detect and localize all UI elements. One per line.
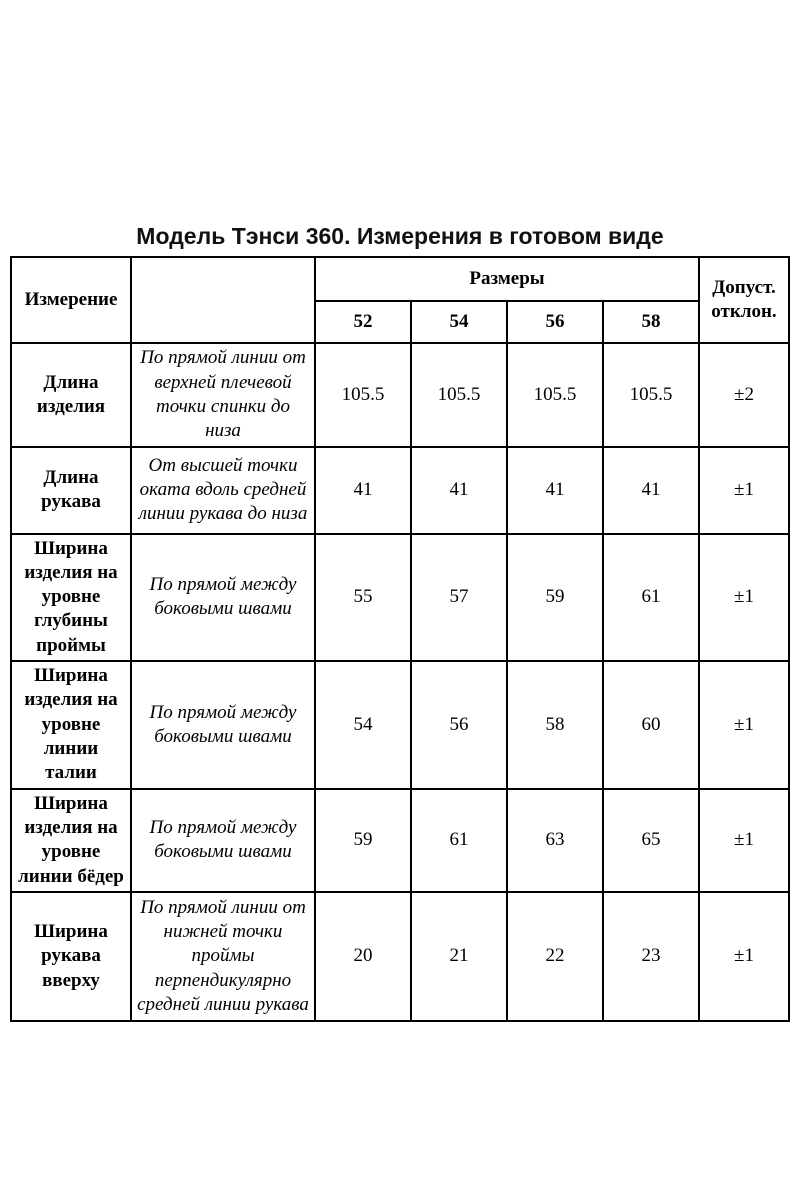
size-value-cell: 41	[603, 447, 699, 534]
size-value-cell: 23	[603, 892, 699, 1021]
size-value-cell: 41	[411, 447, 507, 534]
table-row	[11, 661, 789, 789]
size-value-cell: 41	[315, 447, 411, 534]
deviation-cell: ±1	[699, 661, 789, 789]
deviation-cell: ±1	[699, 447, 789, 534]
size-value-cell: 61	[411, 789, 507, 892]
measure-column-header: Измерение	[11, 257, 131, 343]
size-value-cell: 105.5	[315, 343, 411, 446]
size-value-cell: 20	[315, 892, 411, 1021]
measure-name-cell: Ширина рукава вверху	[11, 892, 131, 1021]
deviation-column-header: Допуст. отклон.	[699, 257, 789, 343]
size-value-cell: 58	[507, 661, 603, 789]
size-header-52: 52	[315, 301, 411, 343]
deviation-cell: ±1	[699, 892, 789, 1021]
size-value-cell: 60	[603, 661, 699, 789]
size-value-cell: 41	[507, 447, 603, 534]
size-value-cell: 54	[315, 661, 411, 789]
method-column-header	[131, 257, 315, 343]
size-value-cell: 63	[507, 789, 603, 892]
measure-method-cell: По прямой между боковыми швами	[131, 661, 315, 789]
size-value-cell: 56	[411, 661, 507, 789]
size-value-cell: 105.5	[411, 343, 507, 446]
size-value-cell: 59	[315, 789, 411, 892]
measure-name-cell: Ширина изделия на уровне линии бёдер	[11, 789, 131, 892]
size-value-cell: 22	[507, 892, 603, 1021]
deviation-cell: ±1	[699, 534, 789, 662]
size-value-cell: 65	[603, 789, 699, 892]
size-value-cell: 59	[507, 534, 603, 662]
deviation-cell: ±1	[699, 789, 789, 892]
measure-name-cell: Длина изделия	[11, 343, 131, 446]
table-row	[11, 892, 789, 1021]
sizes-group-header: Размеры	[315, 257, 699, 301]
page-title: Модель Тэнси 360. Измерения в готовом виде	[136, 223, 664, 249]
measure-method-cell: По прямой между боковыми швами	[131, 534, 315, 662]
size-value-cell: 61	[603, 534, 699, 662]
table-row	[11, 343, 789, 446]
measure-method-cell: От высшей точки оката вдоль средней линии рукава до низа	[131, 447, 315, 534]
size-value-cell: 105.5	[507, 343, 603, 446]
measure-name-cell: Ширина изделия на уровне глубины проймы	[11, 534, 131, 662]
size-header-58: 58	[603, 301, 699, 343]
measure-method-cell: По прямой между боковыми швами	[131, 789, 315, 892]
header-row-top	[11, 257, 789, 301]
table-row	[11, 534, 789, 662]
measure-method-cell: По прямой линии от верхней плечевой точки спинки до низа	[131, 343, 315, 446]
size-header-56: 56	[507, 301, 603, 343]
table-row	[11, 447, 789, 534]
size-value-cell: 57	[411, 534, 507, 662]
measure-name-cell: Длина рукава	[11, 447, 131, 534]
size-value-cell: 21	[411, 892, 507, 1021]
deviation-cell: ±2	[699, 343, 789, 446]
size-value-cell: 105.5	[603, 343, 699, 446]
measure-name-cell: Ширина изделия на уровне линии талии	[11, 661, 131, 789]
measurements-table	[10, 256, 790, 1022]
table-row	[11, 789, 789, 892]
size-value-cell: 55	[315, 534, 411, 662]
size-header-54: 54	[411, 301, 507, 343]
measure-method-cell: По прямой линии от нижней точки проймы перпендикулярно средней линии рукава	[131, 892, 315, 1021]
